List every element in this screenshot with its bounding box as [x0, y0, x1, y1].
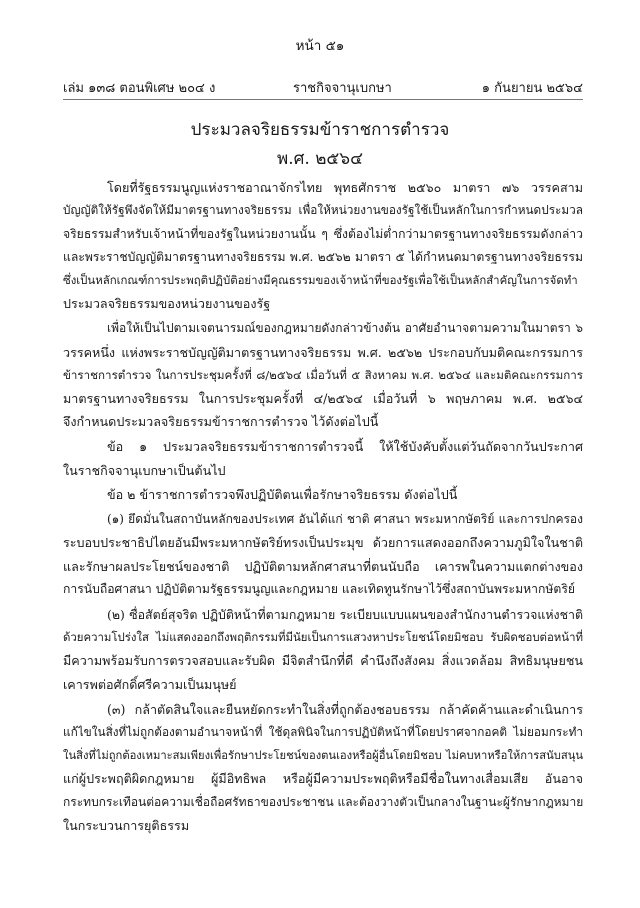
- text-line: ข้อ ๑ ประมวลจริยธรรมข้าราชการตำรวจนี้ ให้ใช้บังคับตั้งแต่วันถัดจากวันประกาศ: [107, 439, 583, 455]
- paragraph: [63, 317, 583, 433]
- paragraph: [63, 603, 583, 696]
- text-line: การนับถือศาสนา ปฏิบัติตามรัฐธรรมนูญและกฎหมาย และเทิดทูนรักษาไว้ซึ่งสถาบันพระมหากษัตริย์: [63, 582, 575, 597]
- document-year: พ.ศ. ๒๕๖๔: [277, 149, 363, 169]
- text-line: จริยธรรมสำหรับเจ้าหน้าที่ของรัฐในหน่วยงานนั้น ๆ ซึ่งต้องไม่ต่ำกว่ามาตรฐานทางจริยธรรมดังกล่าว: [63, 226, 583, 241]
- text-line: บัญญัติให้รัฐพึงจัดให้มีมาตรฐานทางจริยธรรม เพื่อให้หน่วยงานของรัฐใช้เป็นหลักในการกำหนดประมวล: [63, 203, 583, 218]
- page-number: หน้า ๕๑: [295, 38, 345, 54]
- paragraph: [63, 698, 583, 838]
- text-line: (๒) ซื่อสัตย์สุจริต ปฏิบัติหน้าที่ตามกฎหมาย ระเบียบแบบแผนของสำนักงานตำรวจแห่งชาติ: [107, 606, 583, 622]
- issue-info: เล่ม ๑๓๘ ตอนพิเศษ ๒๐๔ ง: [63, 81, 216, 96]
- text-line: จึงกำหนดประมวลจริยธรรมข้าราชการตำรวจ ไว้ดังต่อไปนี้: [63, 414, 379, 430]
- text-line: แก่ผู้ประพฤติผิดกฎหมาย ผู้มีอิทธิพล หรือผู้มีความประพฤติหรือมีชื่อในทางเสื่อมเสีย อันอาจ: [63, 771, 583, 787]
- document-body: [63, 176, 583, 839]
- text-line: กระทบกระเทือนต่อความเชื่อถือศรัทธาของประชาชน และต้องวางตัวเป็นกลางในฐานะผู้รักษากฎหมาย: [63, 794, 583, 809]
- text-line: ด้วยความโปร่งใส ไม่แสดงออกถึงพฤติกรรมที่มีนัยเป็นการแสวงหาประโยชน์โดยมิชอบ รับผิดชอบต่อหน้าที่: [63, 630, 583, 645]
- text-line: (๓) กล้าตัดสินใจและยืนหยัดกระทำในสิ่งที่ถูกต้องชอบธรรม กล้าคัดค้านและดำเนินการ: [107, 701, 583, 717]
- header-divider: [63, 99, 583, 100]
- text-line: และรักษาผลประโยชน์ของชาติ ปฏิบัติตามหลักศาสนาที่ตนนับถือ เคารพในความแตกต่างของ: [63, 558, 583, 574]
- text-line: มีความพร้อมรับการตรวจสอบและรับผิด มีจิตสำนึกที่ดี คำนึงถึงสังคม สิ่งแวดล้อม สิทธิมนุษยชน: [63, 653, 583, 669]
- text-line: โดยที่รัฐธรรมนูญแห่งราชอาณาจักรไทย พุทธศักราช ๒๕๖๐ มาตรา ๗๖ วรรคสาม: [107, 180, 583, 195]
- text-line: ซึ่งเป็นหลักเกณฑ์การประพฤติปฏิบัติอย่างมีคุณธรรมของเจ้าหน้าที่ของรัฐเพื่อใช้เป็นหลักสำคัญในการจัดทำ: [63, 273, 578, 288]
- text-line: เพื่อให้เป็นไปตามเจตนารมณ์ของกฎหมายดังกล่าวข้างต้น อาศัยอำนาจตามความในมาตรา ๖: [107, 321, 583, 336]
- text-line: ในราชกิจจานุเบกษาเป็นต้นไป: [63, 462, 226, 478]
- text-line: เคารพต่อศักดิ์ศรีความเป็นมนุษย์: [63, 676, 237, 692]
- text-line: ประมวลจริยธรรมของหน่วยงานของรัฐ: [63, 296, 271, 312]
- text-line: (๑) ยึดมั่นในสถาบันหลักของประเทศ อันได้แก่ ชาติ ศาสนา พระมหากษัตริย์ และการปกครอง: [107, 512, 583, 527]
- gazette-header: [63, 77, 583, 97]
- paragraph: [63, 483, 583, 506]
- publication-date: ๑ กันยายน ๒๕๖๔: [481, 81, 583, 96]
- text-line: ระบอบประชาธิปไตยอันมีพระมหากษัตริย์ทรงเป็นประมุข ด้วยการแสดงออกถึงความภูมิใจในชาติ: [63, 535, 583, 551]
- text-line: ข้าราชการตำรวจ ในการประชุมครั้งที่ ๘/๒๕๖๔ เมื่อวันที่ ๕ สิงหาคม พ.ศ. ๒๕๖๔ และมติคณะกรรมการ: [63, 367, 583, 382]
- text-line: ในกระบวนการยุติธรรม: [63, 818, 190, 834]
- text-line: ในสิ่งที่ไม่ถูกต้องเหมาะสมเพียงเพื่อรักษาประโยชน์ของตนเองหรือผู้อื่นโดยมิชอบ ไม่คบหาหรือให้การสนับสนุน: [63, 749, 583, 763]
- text-line: แก้ไขในสิ่งที่ไม่ถูกต้องตามอำนาจหน้าที่ ใช้ดุลพินิจในการปฏิบัติหน้าที่โดยปราศจากอคติ ไม่ยอมกระทำ: [63, 724, 583, 739]
- paragraph: [63, 435, 583, 482]
- text-line: วรรคหนึ่ง แห่งพระราชบัญญัติมาตรฐานทางจริยธรรม พ.ศ. ๒๕๖๒ ประกอบกับมติคณะกรรมการ: [63, 344, 583, 360]
- text-line: ข้อ ๒ ข้าราชการตำรวจพึงปฏิบัติตนเพื่อรักษาจริยธรรม ดังต่อไปนี้: [107, 487, 458, 503]
- paragraph: [63, 508, 583, 601]
- gazette-name: ราชกิจจานุเบกษา: [293, 81, 392, 96]
- document-title: ประมวลจริยธรรมข้าราชการตำรวจ: [190, 120, 450, 140]
- paragraph: [63, 176, 583, 316]
- text-line: มาตรฐานทางจริยธรรม ในการประชุมครั้งที่ ๔/๒๕๖๔ เมื่อวันที่ ๖ พฤษภาคม พ.ศ. ๒๕๖๔: [63, 391, 583, 407]
- text-line: และพระราชบัญญัติมาตรฐานทางจริยธรรม พ.ศ. ๒๕๖๒ มาตรา ๕ ได้กำหนดมาตรฐานทางจริยธรรม: [63, 249, 583, 264]
